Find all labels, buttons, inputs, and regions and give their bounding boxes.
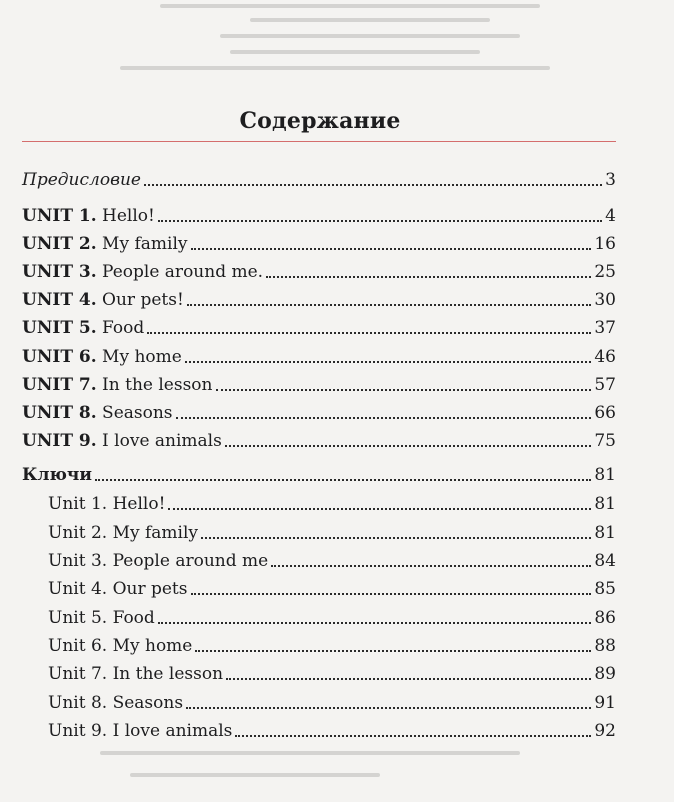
title-divider: [22, 141, 616, 142]
entry-title: Предисловие: [22, 170, 141, 190]
dot-leader: [176, 417, 592, 419]
entry-page: 30: [594, 290, 616, 310]
entry-page: 57: [594, 375, 616, 395]
toc-entry-unit-4[interactable]: [22, 285, 616, 311]
dot-leader: [235, 735, 591, 737]
toc-entry-key-unit-3[interactable]: [48, 546, 616, 572]
dot-leader: [271, 565, 591, 567]
entry-title: My home: [112, 636, 193, 656]
entry-title: Food: [102, 318, 145, 338]
unit-number: Unit 8.: [48, 693, 108, 713]
toc-entry-key-unit-5[interactable]: [48, 603, 616, 629]
dot-leader: [216, 389, 592, 391]
entry-page: 92: [594, 721, 616, 741]
entry-title: Hello!: [102, 206, 155, 226]
entry-page: 88: [594, 636, 616, 656]
toc-entry-unit-6[interactable]: [22, 342, 616, 368]
entry-title: I love animals: [112, 721, 233, 741]
unit-number: UNIT 3.: [22, 262, 97, 282]
entry-title: In the lesson: [112, 664, 224, 684]
entry-title: Seasons: [102, 403, 173, 423]
unit-number: UNIT 6.: [22, 347, 97, 367]
dot-leader: [191, 248, 592, 250]
dot-leader: [95, 479, 591, 481]
unit-number: UNIT 9.: [22, 431, 97, 451]
entry-page: 81: [594, 523, 616, 543]
unit-number: Unit 3.: [48, 551, 108, 571]
entry-page: 89: [594, 664, 616, 684]
unit-number: Unit 4.: [48, 579, 108, 599]
unit-number: UNIT 1.: [22, 206, 97, 226]
dot-leader: [201, 537, 591, 539]
toc-entry-keys[interactable]: [22, 460, 616, 486]
toc-entry-unit-3[interactable]: [22, 257, 616, 283]
unit-number: Unit 5.: [48, 608, 108, 628]
unit-number: Unit 1.: [48, 494, 108, 514]
entry-title: People around me: [112, 551, 269, 571]
entry-page: 16: [594, 234, 616, 254]
dot-leader: [191, 593, 592, 595]
entry-page: 3: [605, 170, 616, 190]
entry-page: 66: [594, 403, 616, 423]
bleed-through-text: [0, 0, 674, 90]
dot-leader: [158, 220, 602, 222]
unit-number: UNIT 2.: [22, 234, 97, 254]
dot-leader: [168, 508, 591, 510]
unit-number: Unit 9.: [48, 721, 108, 741]
entry-title: I love animals: [102, 431, 222, 451]
dot-leader: [185, 361, 592, 363]
entry-page: 91: [594, 693, 616, 713]
entry-title: Food: [112, 608, 155, 628]
entry-title: Hello!: [112, 494, 166, 514]
entry-title: In the lesson: [102, 375, 213, 395]
dot-leader: [147, 332, 591, 334]
unit-number: Unit 7.: [48, 664, 108, 684]
entry-page: 25: [594, 262, 616, 282]
entry-page: 37: [594, 318, 616, 338]
toc-entry-unit-2[interactable]: [22, 229, 616, 255]
entry-title: My family: [102, 234, 188, 254]
toc-entry-key-unit-1[interactable]: [48, 489, 616, 515]
entry-page: 46: [594, 347, 616, 367]
dot-leader: [195, 650, 591, 652]
toc-entry-unit-9[interactable]: [22, 426, 616, 452]
entry-title: My family: [112, 523, 199, 543]
entry-page: 4: [605, 206, 616, 226]
toc-entry-key-unit-9[interactable]: [48, 716, 616, 742]
toc-entry-key-unit-7[interactable]: [48, 659, 616, 685]
dot-leader: [266, 276, 591, 278]
entry-title: Seasons: [112, 693, 184, 713]
unit-number: UNIT 8.: [22, 403, 97, 423]
toc-entry-unit-5[interactable]: [22, 313, 616, 339]
entry-page: 84: [594, 551, 616, 571]
dot-leader: [225, 445, 592, 447]
entry-title: Our pets!: [102, 290, 184, 310]
entry-page: 81: [594, 494, 616, 514]
entry-page: 86: [594, 608, 616, 628]
toc-entry-key-unit-6[interactable]: [48, 631, 616, 657]
unit-number: UNIT 7.: [22, 375, 97, 395]
unit-number: UNIT 5.: [22, 318, 97, 338]
entry-page: 85: [594, 579, 616, 599]
dot-leader: [226, 678, 591, 680]
dot-leader: [158, 622, 592, 624]
toc-entry-key-unit-4[interactable]: [48, 574, 616, 600]
entry-title: Our pets: [112, 579, 188, 599]
dot-leader: [187, 304, 592, 306]
bleed-through-bottom: [0, 745, 674, 802]
toc-entry-key-unit-8[interactable]: [48, 688, 616, 714]
dot-leader: [186, 707, 591, 709]
unit-number: UNIT 4.: [22, 290, 97, 310]
page-title: Содержание: [239, 108, 401, 134]
dot-leader: [144, 184, 602, 186]
entry-title: People around me.: [102, 262, 264, 282]
toc-entry-unit-1[interactable]: [22, 201, 616, 227]
entry-page: 81: [594, 465, 616, 485]
entry-title: Ключи: [22, 465, 92, 485]
toc-entry-key-unit-2[interactable]: [48, 518, 616, 544]
entry-title: My home: [102, 347, 182, 367]
toc-entry-preface[interactable]: [22, 165, 616, 191]
entry-page: 75: [594, 431, 616, 451]
unit-number: Unit 6.: [48, 636, 108, 656]
toc-entry-unit-7[interactable]: [22, 370, 616, 396]
toc-entry-unit-8[interactable]: [22, 398, 616, 424]
unit-number: Unit 2.: [48, 523, 108, 543]
